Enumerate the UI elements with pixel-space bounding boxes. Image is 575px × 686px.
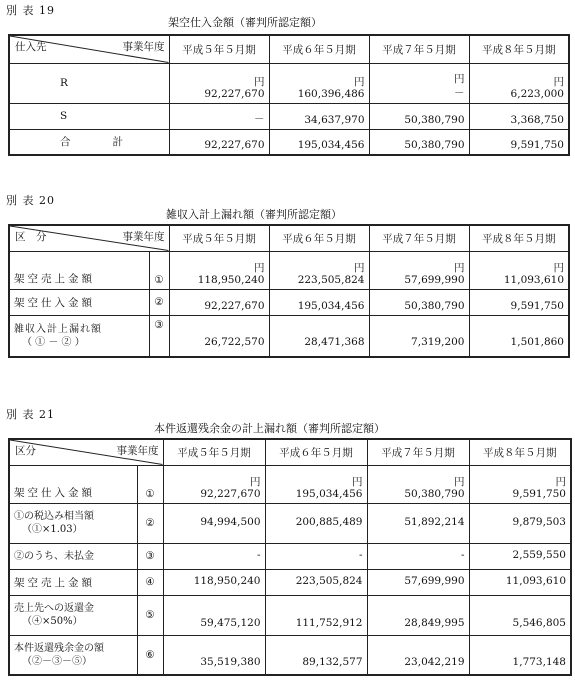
value-cell: 9,591,750 [469,129,569,155]
table19-period-header: 平成５年５月期 [169,35,269,63]
value-cell: 92,227,670 [169,129,269,155]
value-cell: 89,132,577 [265,635,367,675]
table19-corner-right: 事業年度 [122,41,165,53]
row-number: ④ [137,569,163,595]
value-cell: 円 50,380,790 [367,465,469,503]
value-cell: 円 9,591,750 [469,465,571,503]
row-number: ⑤ [137,595,163,635]
table-row [9,569,571,595]
value-cell: 円 223,505,824 [269,251,369,289]
table21-corner-header [9,439,163,465]
value-cell: 9,879,503 [469,503,571,543]
unit-label: 円 [553,261,564,274]
table21-title: 本件返還残余金の計上漏れ額（審判所認定額） [154,422,385,435]
value-cell: 51,892,214 [367,503,469,543]
table21 [8,438,572,676]
table21-period-header: 平成５年５月期 [163,439,265,465]
table20-period-header: 平成６年５月期 [269,225,369,251]
table20-corner-right: 事業年度 [122,231,165,243]
table21-period-header: 平成７年５月期 [367,439,469,465]
value-cell: 7,319,200 [369,315,469,357]
value-cell: - [367,543,469,569]
unit-label: 円 [454,475,465,488]
table19-period-header: 平成６年５月期 [269,35,369,63]
table21-corner-right: 事業年度 [116,445,159,457]
table-row [9,103,569,129]
value-cell: 円 6,223,000 [469,63,569,103]
value-cell: 1,501,860 [469,315,569,357]
table19-period-header: 平成７年５月期 [369,35,469,63]
value-cell: 5,546,805 [469,595,571,635]
table20-title: 雑収入計上漏れ額（審判所認定額） [166,208,342,221]
table20-corner-header [9,225,169,251]
row-label: 雑収入計上漏れ額 （ ① － ② ） [9,315,149,357]
value-cell: 223,505,824 [265,569,367,595]
value-cell: 2,559,550 [469,543,571,569]
row-number: ⑥ [137,635,163,675]
table20-period-header: 平成７年５月期 [369,225,469,251]
value-cell: 28,849,995 [367,595,469,635]
table-row [9,543,571,569]
value-cell: 59,475,120 [163,595,265,635]
value-cell: 円 195,034,456 [265,465,367,503]
value-cell: 57,699,990 [367,569,469,595]
table19-period-header: 平成８年５月期 [469,35,569,63]
row-number: ① [137,465,163,503]
value-cell: 円 92,227,670 [163,465,265,503]
value-cell: 50,380,790 [369,103,469,129]
row-label: ②のうち、未払金 [9,543,137,569]
unit-label: 円 [354,75,365,88]
unit-label: 円 [354,261,365,274]
value-cell: 94,994,500 [163,503,265,543]
value-cell: 円 160,396,486 [269,63,369,103]
value-cell: 35,519,380 [163,635,265,675]
value-cell: 11,093,610 [469,569,571,595]
value-cell: 円 118,950,240 [169,251,269,289]
row-label: 売上先への返還金 （④×50%） [9,595,137,635]
table-row [9,63,569,103]
unit-label: 円 [352,475,363,488]
row-label: 架空仕入金額 [9,289,149,315]
unit-label: 円 [250,475,261,488]
value-cell: 23,042,219 [367,635,469,675]
unit-label: 円 [454,261,465,274]
value-cell: 26,722,570 [169,315,269,357]
value-cell: 195,034,456 [269,129,369,155]
unit-label: 円 [254,75,265,88]
value-cell: 円 － [369,63,469,103]
value-cell: 28,471,368 [269,315,369,357]
table-row [9,289,569,315]
table20 [8,224,570,358]
value-cell: 200,885,489 [265,503,367,543]
value-cell: 円 57,699,990 [369,251,469,289]
value-cell: 92,227,670 [169,289,269,315]
table19-label: 別 表 19 [6,4,55,17]
row-number: ③ [137,543,163,569]
table19 [8,34,570,156]
value-cell: 34,637,970 [269,103,369,129]
unit-label: 円 [555,475,566,488]
value-cell: 9,591,750 [469,289,569,315]
unit-label: 円 [254,261,265,274]
table20-period-header: 平成５年５月期 [169,225,269,251]
row-label: R [9,63,169,103]
row-label: 本件返還残余金の額 （②－③－⑤） [9,635,137,675]
table-row [9,251,569,289]
value-cell: 118,950,240 [163,569,265,595]
row-label: ①の税込み相当額 （①×1.03） [9,503,137,543]
table-row [9,503,571,543]
table19-corner-header [9,35,169,63]
table-row [9,315,569,357]
row-number: ③ [149,315,169,357]
value-cell: 1,773,148 [469,635,571,675]
table19-title: 架空仕入金額（審判所認定額） [168,16,322,29]
table19-corner-left: 仕入先 [15,41,47,53]
value-cell: 3,368,750 [469,103,569,129]
unit-label: 円 [454,72,465,85]
table-row [9,635,571,675]
unit-label: 円 [553,75,564,88]
row-number: ② [137,503,163,543]
value-cell: - [265,543,367,569]
row-number: ② [149,289,169,315]
value-cell: - [163,543,265,569]
table20-label: 別 表 20 [6,194,55,207]
row-number: ① [149,251,169,289]
value-cell: 195,034,456 [269,289,369,315]
row-label: 架空仕入金額 [9,465,137,503]
value-cell: 111,752,912 [265,595,367,635]
table-row [9,129,569,155]
table21-period-header: 平成６年５月期 [265,439,367,465]
row-label: 合 計 [9,129,169,155]
value-cell: 円 11,093,610 [469,251,569,289]
value-cell: 円 92,227,670 [169,63,269,103]
value-cell: 50,380,790 [369,129,469,155]
value-cell: － [169,103,269,129]
table21-period-header: 平成８年５月期 [469,439,571,465]
row-label: S [9,103,169,129]
value-cell: 50,380,790 [369,289,469,315]
table-row [9,465,571,503]
table21-label: 別 表 21 [6,408,55,421]
row-label: 架空売上金額 [9,251,149,289]
table21-corner-left: 区分 [15,445,36,457]
table20-period-header: 平成８年５月期 [469,225,569,251]
table-row [9,595,571,635]
row-label: 架空売上金額 [9,569,137,595]
table20-corner-left: 区 分 [15,231,47,243]
